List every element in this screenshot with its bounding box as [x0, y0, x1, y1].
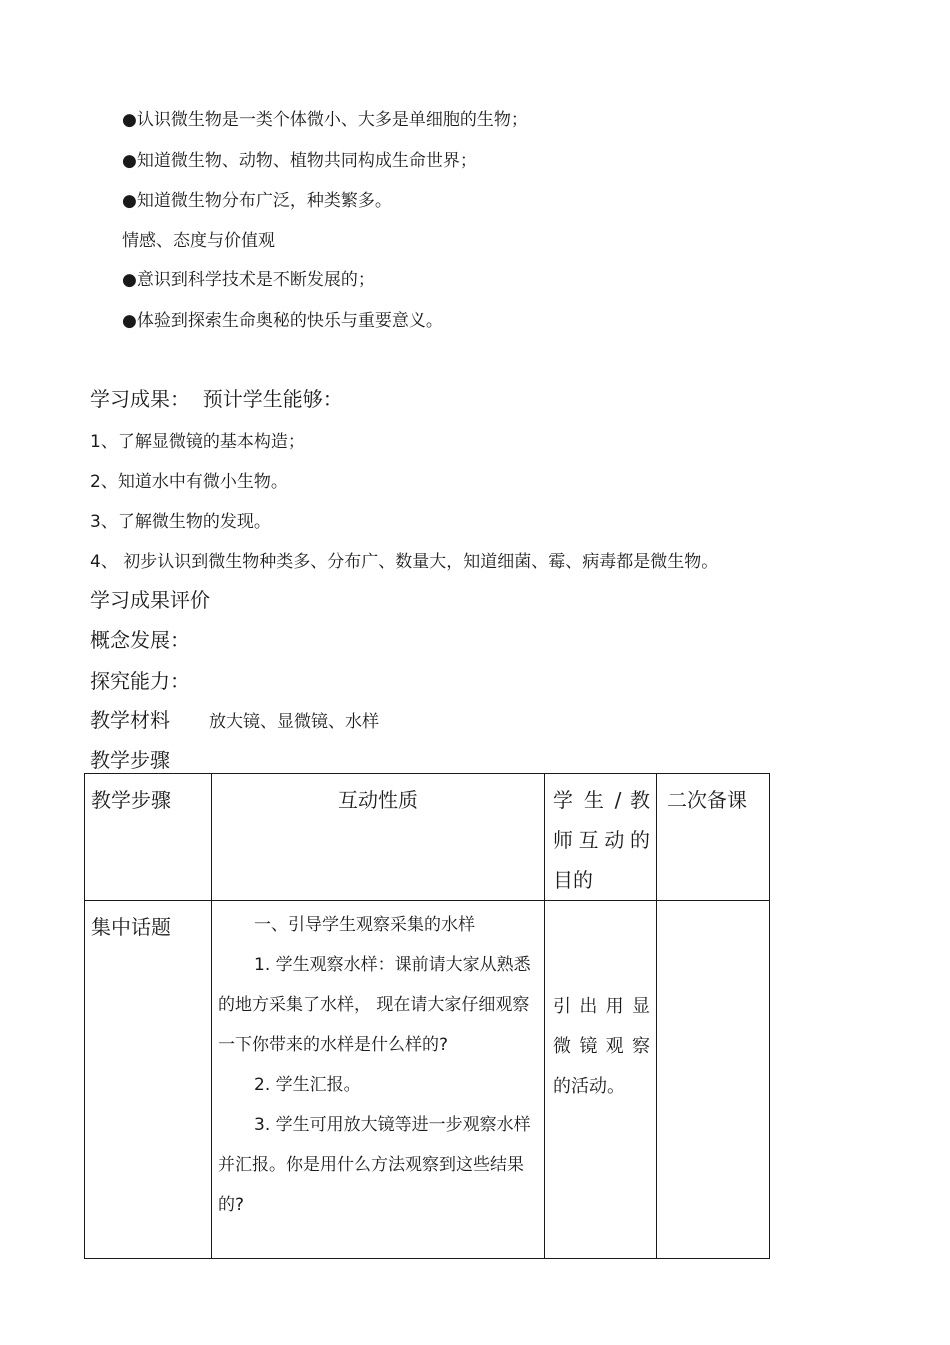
outcome-item: 3、了解微生物的发现。: [90, 512, 271, 532]
objective-item: ●意识到科学技术是不断发展的；: [122, 270, 375, 290]
header-purpose-label: 学 生 / 教 师互动的目的: [553, 788, 650, 892]
content-paragraph: 1. 学生观察水样：课前请大家从熟悉的地方采集了水样， 现在请大家仔细观察一下你带来的水样是什么样的?: [218, 955, 531, 1055]
content-paragraph: 一、引导学生观察采集的水样: [254, 915, 475, 935]
header-notes: [657, 774, 770, 901]
materials-value: 放大镜、显微镜、水样: [209, 712, 379, 732]
objective-item: ●知道微生物分布广泛，种类繁多。: [122, 191, 392, 211]
row-notes-text: [657, 901, 769, 907]
content-paragraph: 2. 学生汇报。: [254, 1075, 361, 1095]
outcomes-heading: 学习成果： 预计学生能够：: [90, 387, 343, 411]
header-notes-label: 二次备课: [667, 788, 747, 812]
objective-item: ●体验到探索生命奥秘的快乐与重要意义。: [122, 311, 443, 331]
header-step: [85, 774, 212, 901]
objective-item: ●知道微生物、动物、植物共同构成生命世界；: [122, 151, 477, 171]
header-purpose: [545, 774, 657, 901]
outcome-item: 4、 初步认识到微生物种类多、分布广、数量大，知道细菌、霉、病毒都是微生物。: [90, 552, 719, 572]
row-step-label: 集中话题: [91, 915, 171, 939]
row-notes: [657, 901, 770, 1259]
teaching-steps-table: [84, 773, 770, 1259]
table-row: [85, 901, 770, 1259]
objective-item: ●认识微生物是一类个体微小、大多是单细胞的生物；: [122, 110, 528, 130]
row-step: [85, 901, 212, 1259]
row-purpose-text: 引 出 用 显 微 镜 观 察 的活动。: [553, 996, 650, 1097]
header-interaction-label: 互动性质: [338, 788, 418, 812]
outcome-item: 1、了解显微镜的基本构造；: [90, 432, 305, 452]
materials-label: 教学材料: [90, 708, 170, 732]
steps-heading: 教学步骤: [90, 748, 170, 772]
inquiry-label: 探究能力：: [90, 669, 190, 693]
row-purpose: [545, 901, 657, 1259]
row-content: [212, 901, 545, 1259]
evaluation-heading: 学习成果评价: [90, 588, 210, 612]
concept-label: 概念发展：: [90, 628, 190, 652]
attitude-heading: 情感、态度与价值观: [122, 231, 275, 251]
outcome-item: 2、知道水中有微小生物。: [90, 472, 288, 492]
content-paragraph: 3. 学生可用放大镜等进一步观察水样并汇报。你是用什么方法观察到这些结果的?: [218, 1115, 531, 1215]
table-header-row: [85, 774, 770, 901]
header-interaction: [212, 774, 545, 901]
header-step-label: 教学步骤: [91, 788, 171, 812]
